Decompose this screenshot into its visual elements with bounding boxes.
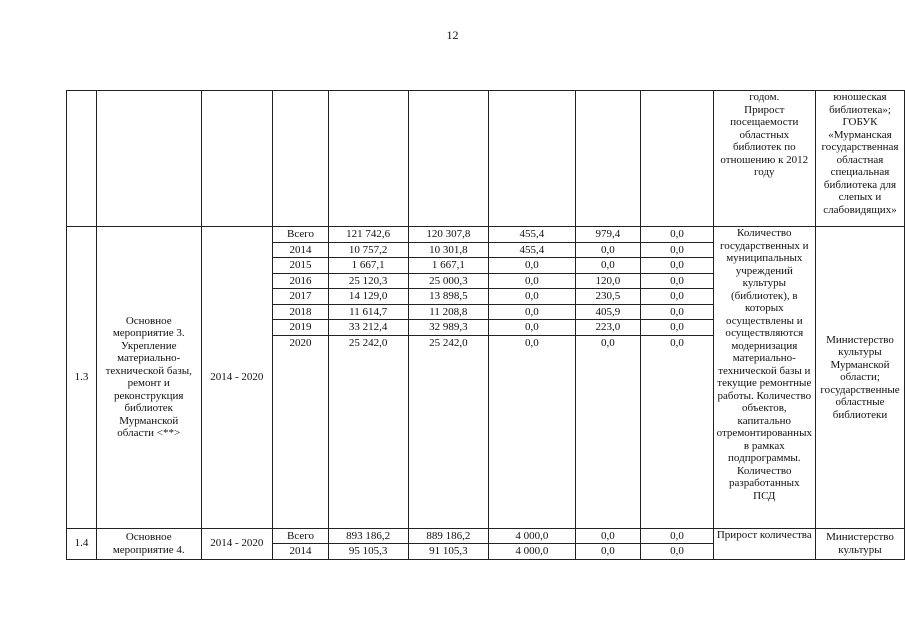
amount-cell: 0,0: [575, 258, 641, 274]
amount-cell: 4 000,0: [489, 528, 575, 544]
item-number: 1.4: [67, 528, 97, 559]
amount-cell: 33 212,4: [328, 320, 408, 336]
amount-cell: 0,0: [575, 544, 641, 560]
amount-cell: 0,0: [641, 273, 713, 289]
finance-row: [67, 528, 905, 544]
year-cell: Всего: [273, 227, 329, 243]
amount-cell: 25 000,3: [408, 273, 489, 289]
amount-cell: 0,0: [489, 335, 575, 528]
executor-cell: Министерство культуры: [815, 528, 904, 559]
amount-cell: 11 208,8: [408, 304, 489, 320]
indicator-cell: годом. Прирост посещаемости областных библиотек по отношению к 2012 году: [713, 91, 815, 227]
amount-cell: 0,0: [575, 335, 641, 528]
amount-cell: 13 898,5: [408, 289, 489, 305]
year-cell: 2019: [273, 320, 329, 336]
amount-cell: 0,0: [641, 227, 713, 243]
period: 2014 - 2020: [201, 227, 273, 529]
amount-cell: 0,0: [641, 528, 713, 544]
amount-cell: 0,0: [575, 242, 641, 258]
amount-cell: 10 301,8: [408, 242, 489, 258]
item-number: 1.3: [67, 227, 97, 529]
amount-cell: 91 105,3: [408, 544, 489, 560]
amount-cell: 120,0: [575, 273, 641, 289]
finance-row: [67, 227, 905, 243]
period: 2014 - 2020: [201, 528, 273, 559]
amount-cell: 0,0: [641, 258, 713, 274]
amount-cell: 32 989,3: [408, 320, 489, 336]
amount-cell: 979,4: [575, 227, 641, 243]
amount-cell: 230,5: [575, 289, 641, 305]
amount-cell: 0,0: [575, 528, 641, 544]
indicator-cell: Прирост количества: [713, 528, 815, 559]
amount-cell: 121 742,6: [328, 227, 408, 243]
amount-cell: 889 186,2: [408, 528, 489, 544]
amount-cell: 25 242,0: [328, 335, 408, 528]
activity-name: Основное мероприятие 4.: [96, 528, 201, 559]
year-cell: 2014: [273, 544, 329, 560]
amount-cell: 25 120,3: [328, 273, 408, 289]
amount-cell: 0,0: [641, 320, 713, 336]
executor-cell: Министерство культуры Мурманской области; государственные областные библиотеки: [815, 227, 904, 529]
amount-cell: 0,0: [641, 242, 713, 258]
year-cell: 2015: [273, 258, 329, 274]
year-cell: 2016: [273, 273, 329, 289]
amount-cell: 0,0: [489, 304, 575, 320]
year-cell: 2018: [273, 304, 329, 320]
amount-cell: 455,4: [489, 227, 575, 243]
continuation-row: [67, 91, 905, 227]
amount-cell: 0,0: [489, 258, 575, 274]
executor-cell: юношеская библиотека»; ГОБУК «Мурманская государственная областная специальная библиотека для слепых и слабовидящих»: [815, 91, 904, 227]
indicator-cell: Количество государственных и муниципальных учреждений культуры (библиотек), в которых осуществлены и осуществляются модернизация материально-технической базы и текущие ремонтные работы. Количество объектов, капитально отремонтированных в рамках подпрограммы. Количество разработанных ПСД: [713, 227, 815, 529]
amount-cell: 405,9: [575, 304, 641, 320]
amount-cell: 0,0: [489, 289, 575, 305]
amount-cell: 25 242,0: [408, 335, 489, 528]
amount-cell: 0,0: [641, 289, 713, 305]
amount-cell: 0,0: [641, 335, 713, 528]
year-cell: 2017: [273, 289, 329, 305]
amount-cell: 455,4: [489, 242, 575, 258]
amount-cell: 10 757,2: [328, 242, 408, 258]
amount-cell: 0,0: [641, 304, 713, 320]
amount-cell: 893 186,2: [328, 528, 408, 544]
amount-cell: 0,0: [489, 273, 575, 289]
amount-cell: 0,0: [489, 320, 575, 336]
amount-cell: 0,0: [641, 544, 713, 560]
year-cell: 2020: [273, 335, 329, 528]
amount-cell: 1 667,1: [328, 258, 408, 274]
year-cell: 2014: [273, 242, 329, 258]
activity-name: Основное мероприятие 3. Укрепление материально-технической базы, ремонт и реконструкция библиотек Мурманской области <**>: [96, 227, 201, 529]
program-table: [66, 90, 905, 560]
amount-cell: 14 129,0: [328, 289, 408, 305]
page-number: 12: [446, 28, 459, 42]
amount-cell: 223,0: [575, 320, 641, 336]
year-cell: Всего: [273, 528, 329, 544]
amount-cell: 4 000,0: [489, 544, 575, 560]
amount-cell: 120 307,8: [408, 227, 489, 243]
amount-cell: 11 614,7: [328, 304, 408, 320]
amount-cell: 95 105,3: [328, 544, 408, 560]
amount-cell: 1 667,1: [408, 258, 489, 274]
